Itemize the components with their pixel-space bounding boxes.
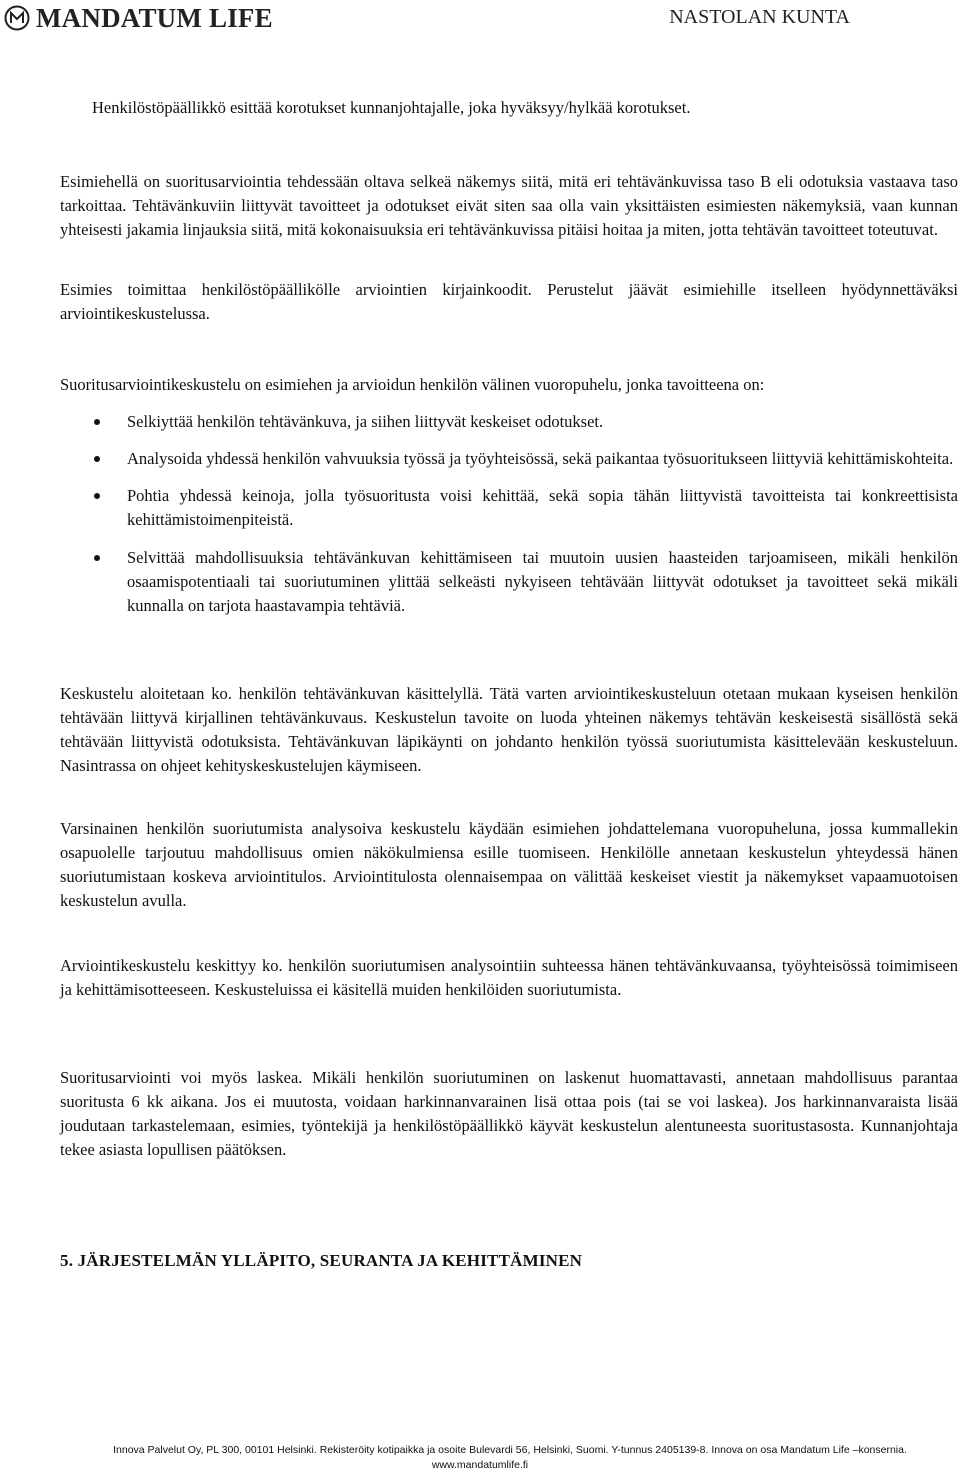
list-item [60,546,958,618]
list-item [60,447,958,471]
page-footer [0,1443,960,1473]
paragraph-rating-decrease: Suoritusarviointi voi myös laskea. Mikäli henkilön suoriutuminen on laskenut huomattavasti, annetaan mahdollisuus parantaa suoritusta 6 kk aikana. Jos ei muutosta, voidaan harkinnanvarainen lisä ottaa pois (tai se voi laskea). Jos harkinnanvaraista lisää joudutaan tarkastelemaan, esimies, työntekijä ja henkilöstöpäällikkö käyvät keskustelun alentuneesta suoritustasosta. Kunnanjohtaja tekee asiasta lopullisen päätöksen. [60,1068,958,1159]
paragraph-actual-discussion: Varsinainen henkilön suoriutumista analysoiva keskustelu käydään esimiehen johdattelemana vuoropuheluna, jossa kummallekin osapuolelle tarjoutuu mahdollisuus omien näkökulmiensa esille tuomiseen. Henkilölle annetaan keskustelun yhteydessä hänen suoriutumistaan koskeva arviointitulos. Arviointitulosta olennaisempaa on välittää keskeiset viestit ja näkemykset vapaamuotoisen keskustelun avulla. [60,819,958,910]
list-item-text: Selkiyttää henkilön tehtävänkuva, ja siihen liittyvät keskeiset odotukset. [127,412,604,431]
paragraph-expectations: Esimiehellä on suoritusarviointia tehdessään oltava selkeä näkemys siitä, mitä eri tehtävänkuvissa taso B eli odotuksia vastaava taso tarkoittaa. Tehtävänkuviin liittyvät tavoitteet ja odotukset eivät siten saa olla vain yksittäisten esimiesten näkemyksiä, vaan kunnan yhteisesti jakamia linjauksia siitä, mitä kokonaisuuksia eri tehtävänkuvissa pitäisi hoitaa ja miten, jotta tehtävän tavoitteet toteutuvat. [60,172,958,239]
bullet-icon [94,456,100,462]
list-item [60,410,958,434]
list-item [60,484,958,532]
section-heading: 5. JÄRJESTELMÄN YLLÄPITO, SEURANTA JA KEHITTÄMINEN [60,1251,583,1270]
footer-website-link[interactable]: www.mandatumlife.fi [431,1459,529,1471]
paragraph-letter-codes: Esimies toimittaa henkilöstöpäällikölle arviointien kirjainkoodit. Perustelut jäävät esimiehille itselleen hyödynnettäväksi arviointikeskustelussa. [60,280,958,323]
paragraph-discussion-goals-intro: Suoritusarviointikeskustelu on esimiehen ja arvioidun henkilön välinen vuoropuhelu, jonka tavoitteena on: [60,375,765,394]
footer-company-info: Innova Palvelut Oy, PL 300, 00101 Helsinki. Rekisteröity kotipaikka ja osoite Bulevardi 56, Helsinki, Suomi. Y-tunnus 2405139-8. Innova on osa Mandatum Life –konsernia. [113,1444,907,1456]
bullet-icon [94,555,100,561]
paragraph-discussion-focus: Arviointikeskustelu keskittyy ko. henkilön suoriutumisen analysointiin suhteessa hänen tehtävänkuvaansa, työyhteisössä toimimiseen ja kehittämisotteeseen. Keskusteluissa ei käsitellä muiden henkilöiden suoriutumista. [60,956,958,999]
list-item-text: Pohtia yhdessä keinoja, jolla työsuoritusta voisi kehittää, sekä sopia tähän liittyvistä tavoitteista tai konkreettisista kehittämistoimenpiteistä. [127,486,958,529]
bullet-icon [94,419,100,425]
municipality-name: NASTOLAN KUNTA [669,6,850,28]
intro-paragraph: Henkilöstöpäällikkö esittää korotukset kunnanjohtajalle, joka hyväksyy/hylkää korotukset. [92,98,691,117]
page-header [0,0,960,40]
list-item-text: Selvittää mahdollisuuksia tehtävänkuvan kehittämiseen tai muutoin uusien haasteiden tarjoamiseen, mikäli henkilön osaamispotentiaali tai suoriutuminen ylittää selkeästi nykyiseen tehtävään liittyvät odotukset ja tavoitteet sekä mikäli kunnalla on tarjota haastavampia tehtäviä. [127,548,958,615]
mandatum-emblem-icon [4,5,30,31]
bullet-icon [94,493,100,499]
list-item-text: Analysoida yhdessä henkilön vahvuuksia työssä ja työyhteisössä, sekä paikantaa työsuoritukseen liittyviä kehittämiskohteita. [127,449,954,468]
mandatum-life-logo [4,3,273,33]
logo-text: MANDATUM LIFE [36,3,273,33]
paragraph-discussion-start: Keskustelu aloitetaan ko. henkilön tehtävänkuvan käsittelyllä. Tätä varten arviointikeskusteluun otetaan mukaan kyseisen henkilön tehtävään liittyvä kirjallinen tehtävänkuvaus. Keskustelun tavoite on luoda yhteinen näkemys tehtävän keskeisestä sisällöstä sekä tehtävään liittyvistä odotuksista. Tehtävänkuvan läpikäynti on johdanto henkilön työssä suoriutumista käsittelevään keskusteluun. Nasintrassa on ohjeet kehityskeskustelujen käymiseen. [60,684,958,775]
goals-list [60,410,958,618]
